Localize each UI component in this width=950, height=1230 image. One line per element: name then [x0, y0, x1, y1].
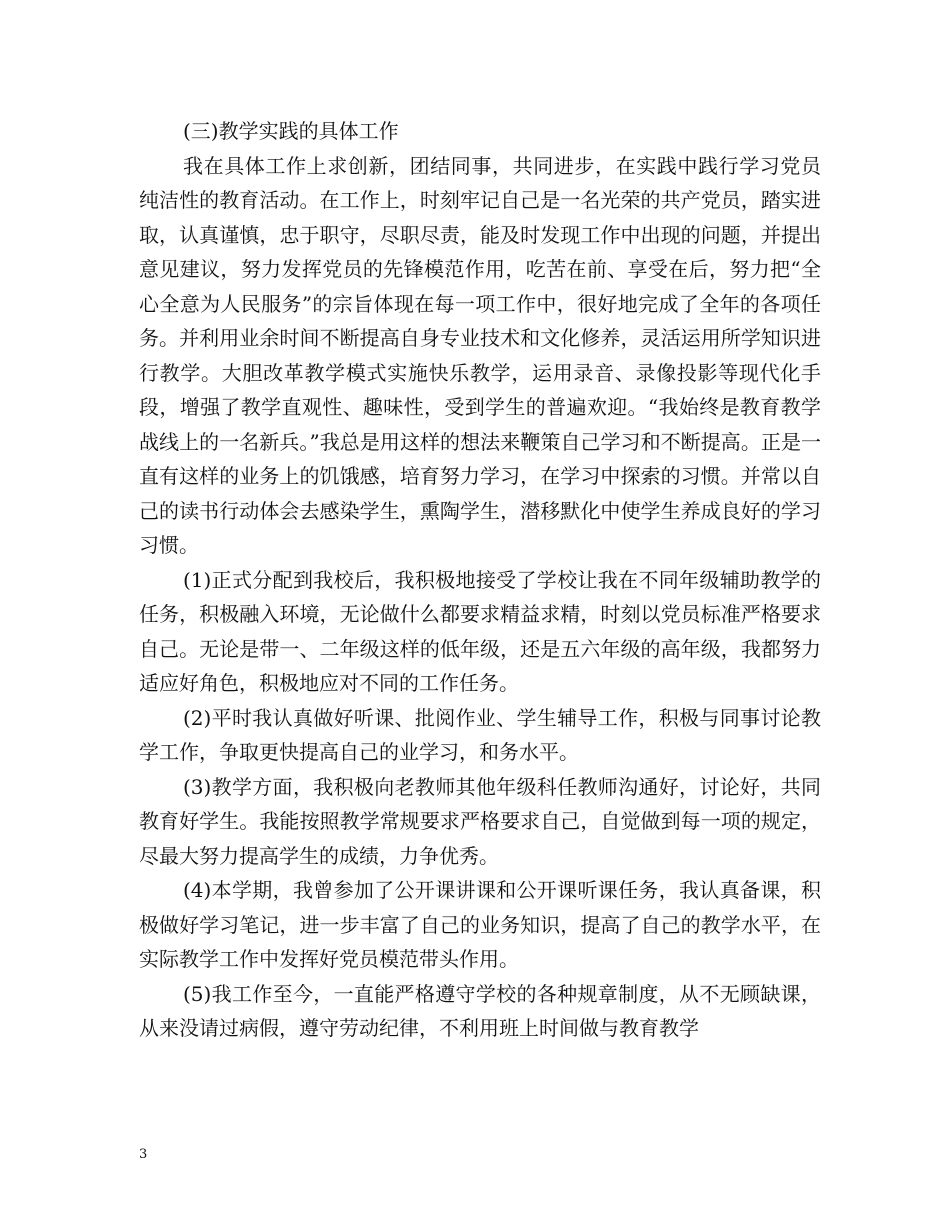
paragraph-item-2: (2)平时我认真做好听课、批阅作业、学生辅导工作，积极与同事讨论教学工作，争取更快提高自己的业学习，和务水平。: [139, 705, 821, 764]
paragraph-item-1: (1)正式分配到我校后，我积极地接受了学校让我在不同年级辅助教学的任务，积极融入环境，无论做什么都要求精益求精，时刻以党员标准严格要求自己。无论是带一、二年级这样的低年级，还是五六年级的高年级，我都努力适应好角色，积极地应对不同的工作任务。: [139, 567, 821, 695]
page-number: 3: [139, 1147, 148, 1162]
paragraph-item-3: (3)教学方面，我积极向老教师其他年级科任教师沟通好，讨论好，共同教育好学生。我能按照教学常规要求严格要求自己，自觉做到每一项的规定，尽最大努力提高学生的成绩，力争优秀。: [139, 774, 821, 868]
paragraph-item-4: (4)本学期，我曾参加了公开课讲课和公开课听课任务，我认真备课，积极做好学习笔记，进一步丰富了自己的业务知识，提高了自己的教学水平，在实际教学工作中发挥好党员模范带头作用。: [139, 878, 821, 971]
section-heading: (三)教学实践的具体工作: [183, 119, 399, 143]
paragraph-intro: 我在具体工作上求创新，团结同事，共同进步，在实践中践行学习党员纯洁性的教育活动。在工作上，时刻牢记自己是一名光荣的共产党员，踏实进取，认真谨慎，忠于职守，尽职尽责，能及时发现工作中出现的问题，并提出意见建议，努力发挥党员的先锋模范作用，吃苦在前、享受在后，努力把“全心全意为人民服务”的宗旨体现在每一项工作中，很好地完成了全年的各项任务。并利用业余时间不断提高自身专业技术和文化修养，灵活运用所学知识进行教学。大胆改革教学模式实施快乐教学，运用录音、录像投影等现代化手段，增强了教学直观性、趣味性，受到学生的普遍欢迎。“我始终是教育教学战线上的一名新兵。”我总是用这样的想法来鞭策自己学习和不断提高。正是一直有这样的业务上的饥饿感，培育努力学习，在学习中探索的习惯。并常以自己的读书行动体会去感染学生，熏陶学生，潜移默化中使学生养成良好的学习习惯。: [139, 153, 821, 557]
document-body: [139, 114, 821, 1046]
paragraph-item-5: (5)我工作至今，一直能严格遵守学校的各种规章制度，从不无顾缺课，从来没请过病假，遵守劳动纪律，不利用班上时间做与教育教学: [139, 981, 821, 1040]
